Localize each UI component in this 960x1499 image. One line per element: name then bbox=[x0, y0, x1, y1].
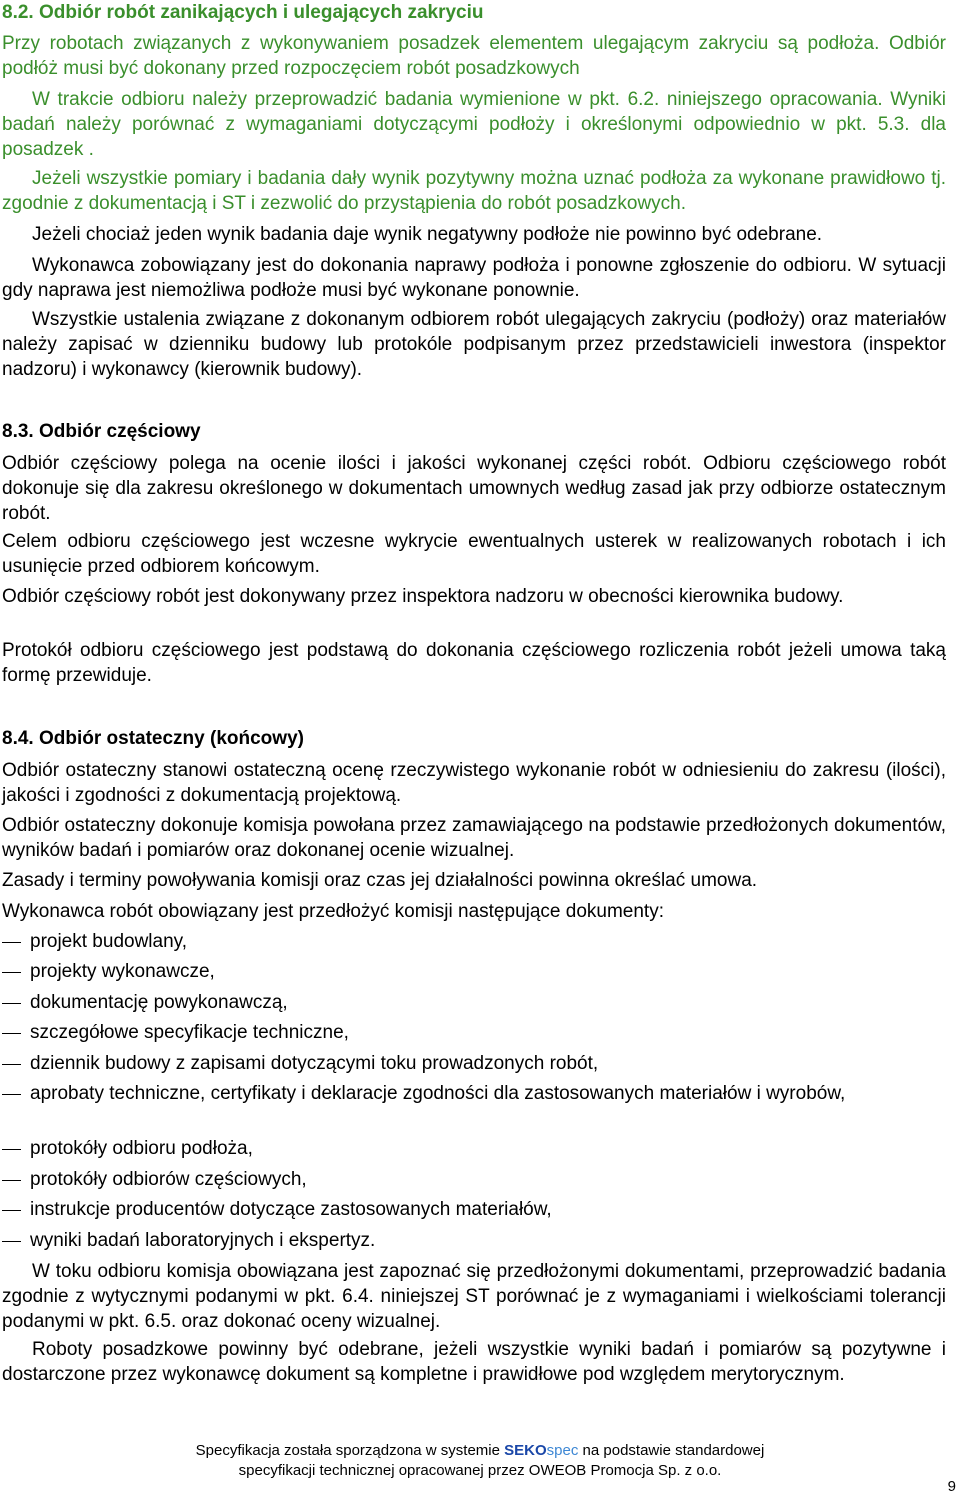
page-footer bbox=[0, 1441, 960, 1481]
list-item: dokumentację powykonawczą, bbox=[2, 990, 946, 1015]
dash-bullet-icon bbox=[2, 1064, 21, 1065]
dash-bullet-icon bbox=[2, 942, 21, 943]
dash-bullet-icon bbox=[2, 1094, 21, 1095]
dash-bullet-icon bbox=[2, 1180, 21, 1181]
paragraph: Przy robotach związanych z wykonywaniem posadzek elementem ulegającym zakryciu są podłoża. Odbiór podłóż musi być dokonany przed rozpoczęciem robót posadzkowych bbox=[2, 33, 946, 79]
list-item: dziennik budowy z zapisami dotyczącymi toku prowadzonych robót, bbox=[2, 1051, 946, 1076]
paragraph: Odbiór ostateczny dokonuje komisja powołana przez zamawiającego na podstawie przedłożonych dokumentów, wyników badań i pomiarów oraz dokonanej ocenie wizualnej. bbox=[2, 815, 946, 861]
paragraph: Odbiór ostateczny stanowi ostateczną ocenę rzeczywistego wykonanie robót w odniesieniu do zakresu (ilości), jakości i zgodności z dokumentacją projektową. bbox=[2, 760, 946, 806]
sekospec-logo-suffix: spec bbox=[546, 1442, 579, 1459]
dash-bullet-icon bbox=[2, 1149, 21, 1150]
list-item: projekt budowlany, bbox=[2, 929, 946, 954]
paragraph: Jeżeli wszystkie pomiary i badania dały wynik pozytywny można uznać podłoża za wykonane prawidłowo tj. zgodnie z dokumentacją i ST i zezwolić do przystąpienia do robót posadzkowych. bbox=[2, 168, 946, 214]
section-heading-8-3 bbox=[2, 419, 201, 444]
list-item: szczegółowe specyfikacje techniczne, bbox=[2, 1020, 946, 1045]
dash-bullet-icon bbox=[2, 972, 21, 973]
paragraph: Wszystkie ustalenia związane z dokonanym odbiorem robót ulegających zakryciu (podłoży) oraz materiałów należy zapisać w dzienniku budowy lub protokóle podpisanym przez przedstawicieli inwestora (inspektor nadzoru) i wykonawcy (kierownik budowy). bbox=[2, 309, 946, 380]
paragraph: Jeżeli chociaż jeden wynik badania daje wynik negatywny podłoże nie powinno być odebrane. bbox=[32, 224, 823, 245]
page-number: 9 bbox=[947, 1478, 956, 1495]
paragraph: W trakcie odbioru należy przeprowadzić badania wymienione w pkt. 6.2. niniejszego opracowania. Wyniki badań należy porównać z wymaganiami dotyczącymi podłoży i określonymi odpowiednio w pkt. 5.3. dla posadzek . bbox=[2, 89, 946, 160]
paragraph: Wykonawca robót obowiązany jest przedłożyć komisji następujące dokumenty: bbox=[2, 901, 664, 922]
footer-line-2: specyfikacji technicznej opracowanej przez OWEOB Promocja Sp. z o.o. bbox=[238, 1462, 722, 1479]
dash-bullet-icon bbox=[2, 1210, 21, 1211]
paragraph: W toku odbioru komisja obowiązana jest zapoznać się przedłożonymi dokumentami, przeprowadzić badania zgodnie z wytycznymi podanymi w pkt. 6.4. niniejszej ST porównać je z wymaganiami i wielkościami tolerancji podanymi w pkt. 6.5. oraz dokonać oceny wizualnej. bbox=[2, 1261, 946, 1332]
paragraph: Odbiór częściowy polega na ocenie ilości i jakości wykonanej części robót. Odbioru częściowego robót dokonuje się dla zakresu określonego w dokumentach umownych według zasad jak przy odbiorze ostatecznym robót. bbox=[2, 453, 946, 524]
list-item: aprobaty techniczne, certyfikaty i deklaracje zgodności dla zastosowanych materiałów i wyrobów, bbox=[2, 1081, 946, 1106]
section-number: 8.3. bbox=[2, 421, 34, 442]
paragraph: Protokół odbioru częściowego jest podstawą do dokonania częściowego rozliczenia robót jeżeli umowa taką formę przewiduje. bbox=[2, 640, 946, 686]
sekospec-logo: SEKO bbox=[504, 1442, 547, 1459]
section-number: 8.4. bbox=[2, 728, 34, 749]
list-item: protokóły odbioru podłoża, bbox=[2, 1136, 946, 1161]
section-heading-8-2: 8.2. Odbiór robót zanikających i ulegających zakryciu bbox=[2, 2, 484, 23]
section-heading-8-4 bbox=[2, 726, 304, 751]
section-title: Odbiór częściowy bbox=[38, 421, 201, 442]
dash-bullet-icon bbox=[2, 1241, 21, 1242]
paragraph: Odbiór częściowy robót jest dokonywany przez inspektora nadzoru w obecności kierownika budowy. bbox=[2, 586, 844, 607]
list-item: projekty wykonawcze, bbox=[2, 959, 946, 984]
section-title: Odbiór ostateczny (końcowy) bbox=[38, 728, 304, 749]
paragraph: Roboty posadzkowe powinny być odebrane, jeżeli wszystkie wyniki badań i pomiarów są pozytywne i dostarczone przez wykonawcę dokument są kompletne i prawidłowe pod względem merytorycznym. bbox=[2, 1339, 946, 1385]
list-item: instrukcje producentów dotyczące zastosowanych materiałów, bbox=[2, 1197, 946, 1222]
paragraph: Wykonawca zobowiązany jest do dokonania naprawy podłoża i ponowne zgłoszenie do odbioru. W sytuacji gdy naprawa jest niemożliwa podłoże musi być wykonane ponownie. bbox=[2, 255, 946, 301]
footer-line-1: Specyfikacja została sporządzona w systemie SEKOspec na podstawie standardowej bbox=[195, 1442, 765, 1459]
dash-bullet-icon bbox=[2, 1033, 21, 1034]
paragraph: Zasady i terminy powoływania komisji oraz czas jej działalności powinna określać umowa. bbox=[2, 870, 758, 891]
dash-bullet-icon bbox=[2, 1003, 21, 1004]
paragraph: Celem odbioru częściowego jest wczesne wykrycie ewentualnych usterek w realizowanych robotach i ich usunięcie przed odbiorem końcowym. bbox=[2, 531, 946, 577]
list-item: wyniki badań laboratoryjnych i ekspertyz. bbox=[2, 1228, 946, 1253]
list-item: protokóły odbiorów częściowych, bbox=[2, 1167, 946, 1192]
